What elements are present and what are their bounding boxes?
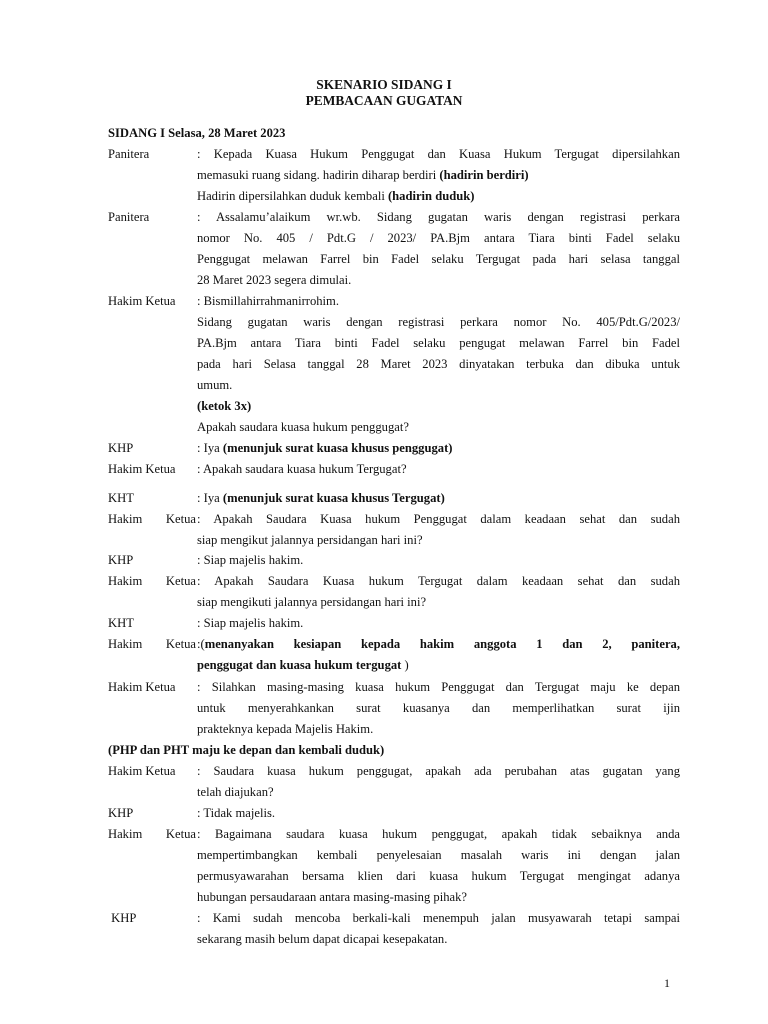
dialogue-line: : Assalamu’alaikum wr.wb. Sidang gugatan waris dengan registrasi perkara — [197, 210, 680, 224]
dialogue-line: PA.Bjm antara Tiara binti Fadel selaku pengugat melawan Farrel bin Fadel — [197, 336, 680, 350]
dialogue-entry — [108, 459, 680, 480]
dialogue-line: untuk menyerahkankan surat kuasanya dan memperlihatkan surat ijin — [197, 701, 680, 715]
dialogue-line: telah diajukan? — [197, 785, 274, 799]
page-number: 1 — [664, 976, 670, 990]
speaker-label: KHT — [108, 491, 134, 505]
dialogue-entry — [108, 824, 680, 908]
dialogue-line: hubungan persaudaraan antara masing-masing pihak? — [197, 890, 467, 904]
stage-direction: (ketok 3x) — [197, 399, 252, 413]
dialogue-line: umum. — [197, 378, 233, 392]
dialogue-line: : Bismillahirrahmanirrohim. — [197, 294, 340, 308]
speaker-label: KHP — [108, 553, 134, 567]
speaker-label: Hakim Ketua — [108, 294, 176, 308]
dialogue-line: : Kepada Kuasa Hukum Penggugat dan Kuasa Hukum Tergugat dipersilahkan — [197, 147, 680, 161]
dialogue-entry — [108, 144, 680, 165]
speaker-label: KHP — [108, 441, 134, 455]
dialogue-entry — [108, 207, 680, 291]
dialogue-entry — [108, 761, 680, 803]
speaker-label: KHT — [108, 616, 134, 630]
dialogue-line: nomor No. 405 / Pdt.G / 2023/ PA.Bjm antara Tiara binti Fadel selaku — [197, 231, 680, 245]
speaker-label: KHP — [108, 911, 137, 925]
dialogue-entry — [108, 677, 680, 740]
stage-direction: (hadirin duduk) — [387, 189, 475, 203]
dialogue-line: ) — [401, 658, 409, 672]
stage-direction: penggugat dan kuasa hukum tergugat — [197, 658, 402, 672]
speaker-label: Hakim Ketua — [108, 764, 176, 778]
stage-direction: (menunjuk surat kuasa khusus Tergugat) — [222, 491, 445, 505]
dialogue-line: : Siap majelis hakim. — [197, 616, 304, 630]
dialogue-line: permusyawarahan bersama klien dari kuasa hukum Tergugat mengingat adanya — [197, 869, 680, 883]
dialogue-line: memasuki ruang sidang. hadirin diharap berdiri — [197, 168, 440, 182]
dialogue-line: : Iya — [197, 491, 223, 505]
stage-direction: menanyakan kesiapan kepada hakim anggota 1 dan 2, panitera, — [204, 637, 680, 651]
dialogue-line: 28 Maret 2023 segera dimulai. — [197, 273, 352, 287]
speaker-label: Hakim Ketua — [108, 637, 196, 651]
stage-direction: (PHP dan PHT maju ke depan dan kembali duduk) — [108, 743, 385, 757]
dialogue-line: : Apakah Saudara Kuasa hukum Penggugat dalam keadaan sehat dan sudah — [197, 512, 680, 526]
stage-direction: (menunjuk surat kuasa khusus penggugat) — [222, 441, 453, 455]
speaker-label: Hakim Ketua — [108, 512, 196, 526]
speaker-label: Hakim Ketua — [108, 462, 176, 476]
dialogue-entry — [108, 550, 680, 571]
dialogue-line: : Saudara kuasa hukum penggugat, apakah ada perubahan atas gugatan yang — [197, 764, 680, 778]
dialogue-line: Hadirin dipersilahkan duduk kembali — [197, 189, 388, 203]
speaker-label: KHP — [108, 806, 134, 820]
dialogue-line: siap mengikut jalannya persidangan hari ini? — [197, 533, 423, 547]
dialogue-entry — [108, 488, 680, 509]
dialogue-entry — [108, 634, 680, 676]
speaker-label: Hakim Ketua — [108, 827, 196, 841]
speaker-label: Panitera — [108, 147, 150, 161]
dialogue-line: mempertimbangkan kembali penyelesaian masalah waris ini dengan jalan — [197, 848, 680, 862]
dialogue-line: prakteknya kepada Majelis Hakim. — [197, 722, 374, 736]
dialogue-entry — [108, 613, 680, 634]
dialogue-line: Sidang gugatan waris dengan registrasi perkara nomor No. 405/Pdt.G/2023/ — [197, 315, 680, 329]
dialogue-line: : Silahkan masing-masing kuasa hukum Penggugat dan Tergugat maju ke depan — [197, 680, 680, 694]
dialogue-line: Penggugat melawan Farrel bin Fadel selaku Tergugat pada hari selasa tanggal — [197, 252, 680, 266]
dialogue-continuation — [108, 165, 680, 186]
speaker-label: Hakim Ketua — [108, 574, 196, 588]
session-heading: SIDANG I Selasa, 28 Maret 2023 — [108, 126, 286, 140]
dialogue-line: : Apakah saudara kuasa hukum Tergugat? — [197, 462, 407, 476]
speaker-label: Hakim Ketua — [108, 680, 176, 694]
speaker-label: Panitera — [108, 210, 150, 224]
dialogue-line: pada hari Selasa tanggal 28 Maret 2023 dinyatakan terbuka dan dibuka untuk — [197, 357, 680, 371]
dialogue-entry — [108, 571, 680, 613]
dialogue-line: : Iya — [197, 441, 223, 455]
dialogue-line: : Bagaimana saudara kuasa hukum penggugat, apakah tidak sebaiknya anda — [197, 827, 680, 841]
dialogue-line: sekarang masih belum dapat dicapai kesepakatan. — [197, 932, 448, 946]
dialogue-line: Apakah saudara kuasa hukum penggugat? — [197, 420, 409, 434]
stage-direction: (hadirin berdiri) — [439, 168, 529, 182]
dialogue-entry — [108, 803, 680, 824]
dialogue-entry — [108, 438, 680, 459]
dialogue-line: : Siap majelis hakim. — [197, 553, 304, 567]
dialogue-continuation — [108, 186, 680, 207]
document-subtitle: PEMBACAAN GUGATAN — [305, 93, 463, 108]
document-title: SKENARIO SIDANG I — [316, 77, 452, 92]
dialogue-entry — [108, 908, 680, 950]
dialogue-line: :( — [197, 637, 205, 651]
dialogue-entry — [108, 509, 680, 551]
dialogue-line: : Tidak majelis. — [197, 806, 276, 820]
dialogue-line: : Apakah Saudara Kuasa hukum Tergugat dalam keadaan sehat dan sudah — [197, 574, 680, 588]
dialogue-entry — [108, 291, 680, 438]
dialogue-line: siap mengikuti jalannya persidangan hari ini? — [197, 595, 427, 609]
dialogue-line: : Kami sudah mencoba berkali-kali menempuh jalan musyawarah tetapi sampai — [197, 911, 680, 925]
